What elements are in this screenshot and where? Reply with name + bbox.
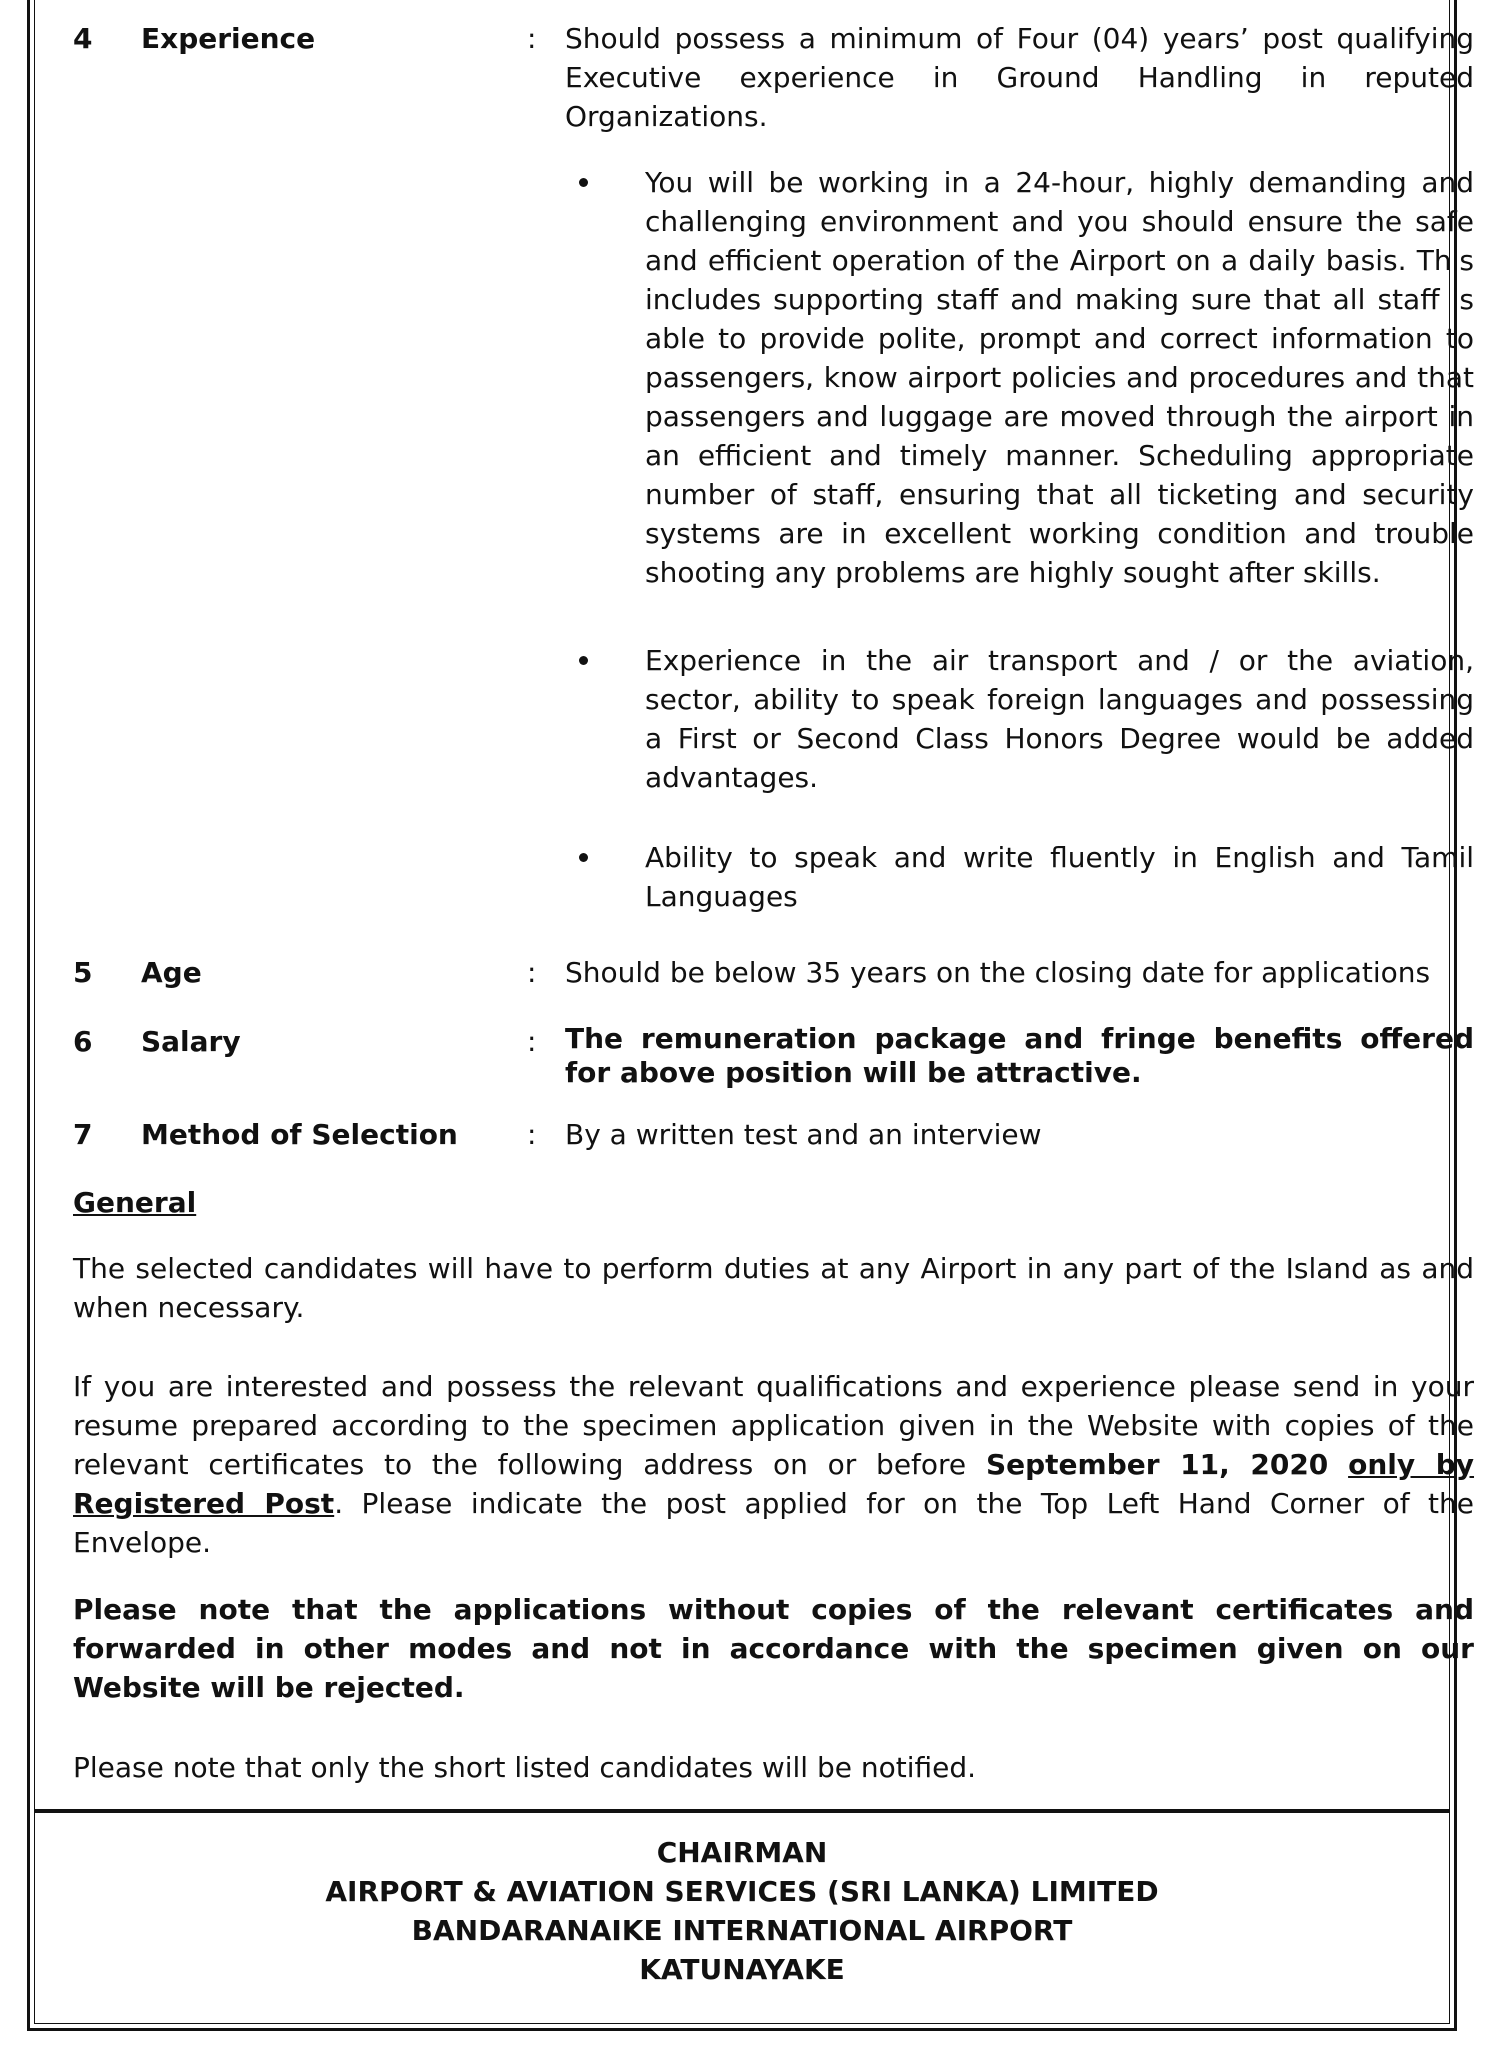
item-number: 5 xyxy=(73,956,93,989)
item-value: Should possess a minimum of Four (04) years’ post qualifying Executive experience in Ground Handling in reputed Organizations. xyxy=(565,22,1474,133)
footer-title: CHAIRMAN xyxy=(656,1836,828,1869)
item-colon: : xyxy=(527,1025,537,1058)
bullet-icon xyxy=(579,656,588,665)
rejection-note: Please note that the applications without copies of the relevant certificates and forwarded in other modes and not in accordance with the specimen given on our Website will be rejected. xyxy=(73,1593,1474,1704)
item-number: 6 xyxy=(73,1025,93,1058)
item-value: The remuneration package and fringe benefits offered for above position will be attractive. xyxy=(565,1022,1474,1089)
general-paragraph-1: The selected candidates will have to perform duties at any Airport in any part of the Island as and when necessary. xyxy=(73,1252,1474,1324)
closing-date: September 11, 2020 xyxy=(985,1448,1329,1481)
paragraph-space xyxy=(1328,1448,1348,1481)
item-colon: : xyxy=(527,956,537,989)
item-label: Age xyxy=(141,956,202,989)
paragraph-text: . Please indicate the post applied for on the Top Left Hand Corner of the Envelope. xyxy=(73,1487,1474,1559)
bullet-text: Experience in the air transport and / or the aviation, sector, ability to speak foreign languages and possessing a First or Second Class Honors Degree would be added advantages. xyxy=(645,644,1474,794)
document-content xyxy=(34,0,1475,2024)
item-value: By a written test and an interview xyxy=(565,1118,1042,1151)
item-label: Experience xyxy=(141,22,316,55)
item-number: 4 xyxy=(73,22,93,55)
item-number: 7 xyxy=(73,1118,93,1151)
paragraph-text: If you are interested and possess the relevant qualifications and experience please send in your resume prepared according to the specimen application given in the Website with copies of the relevant certificates to the following address on or before xyxy=(73,1370,1474,1481)
shortlist-note: Please note that only the short listed candidates will be notified. xyxy=(73,1751,977,1784)
item-colon: : xyxy=(527,22,537,55)
footer-airport: BANDARANAIKE INTERNATIONAL AIRPORT xyxy=(411,1914,1073,1947)
footer-company: AIRPORT & AVIATION SERVICES (SRI LANKA) LIMITED xyxy=(325,1875,1159,1908)
bullet-text: Ability to speak and write fluently in English and Tamil Languages xyxy=(645,841,1474,913)
footer-city: KATUNAYAKE xyxy=(639,1953,845,1986)
item-label: Salary xyxy=(141,1025,241,1058)
footer-address xyxy=(35,1833,1449,1989)
bullet-text: You will be working in a 24-hour, highly demanding and challenging environment and you should ensure the safe and efficient operation of the Airport on a daily basis. This includes supporting staff and making sure that all staff is able to provide polite, prompt and correct information to passengers, know airport policies and procedures and that passengers and luggage are moved through the airport in an efficient and timely manner. Scheduling appropriate number of staff, ensuring that all ticketing and security systems are in excellent working condition and trouble shooting any problems are highly sought after skills. xyxy=(645,166,1474,589)
registered-post-note: only by Registered Post xyxy=(73,1448,1475,1520)
item-label: Method of Selection xyxy=(141,1118,458,1151)
item-colon: : xyxy=(527,1118,537,1151)
footer-divider xyxy=(35,1809,1449,1813)
general-paragraph-2 xyxy=(73,1367,1474,1562)
document-page xyxy=(27,0,1475,2031)
bullet-icon xyxy=(579,178,588,187)
general-heading: General xyxy=(73,1186,197,1219)
bullet-icon xyxy=(579,853,588,862)
item-value: Should be below 35 years on the closing date for applications xyxy=(565,956,1431,989)
